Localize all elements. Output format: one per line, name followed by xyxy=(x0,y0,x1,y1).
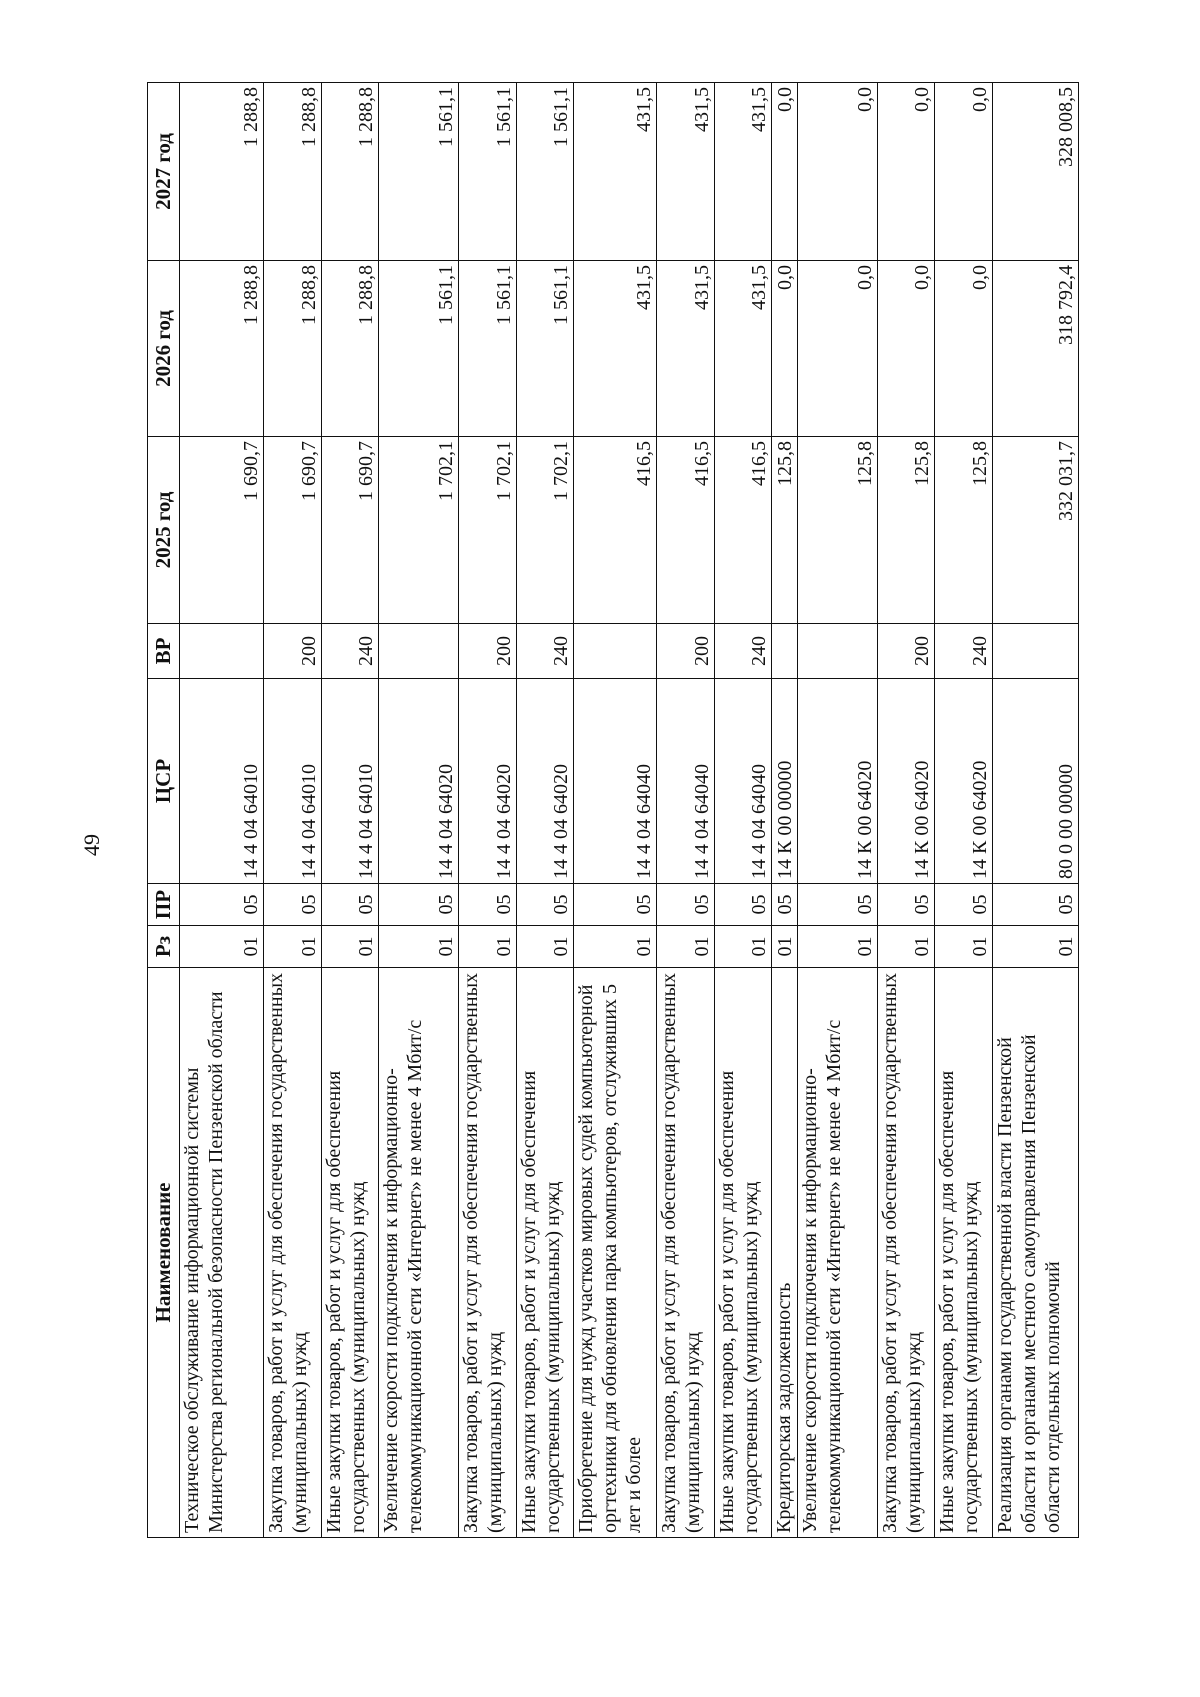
table-body xyxy=(180,83,1079,1538)
row-name-cell: Закупка товаров, работ и услуг для обеспечения государственных (муниципальных) нужд xyxy=(264,968,321,1538)
row-vr-cell xyxy=(180,624,264,679)
row-2025-cell: 1 702,1 xyxy=(459,437,516,624)
row-2026-cell: 1 288,8 xyxy=(264,261,321,437)
table-row xyxy=(877,83,934,1538)
page-number: 49 xyxy=(79,834,104,856)
row-pr-cell: 05 xyxy=(459,884,516,926)
row-2026-cell: 1 561,1 xyxy=(379,261,459,437)
row-2025-cell: 332 031,7 xyxy=(992,437,1078,624)
row-csr-cell: 14 К 00 64020 xyxy=(797,679,877,884)
row-name-cell: Закупка товаров, работ и услуг для обеспечения государственных (муниципальных) нужд xyxy=(657,968,714,1538)
table-row xyxy=(264,83,321,1538)
row-csr-cell: 14 К 00 00000 xyxy=(772,679,798,884)
row-pr-cell: 05 xyxy=(321,884,378,926)
row-2025-cell: 125,8 xyxy=(935,437,992,624)
row-csr-cell: 14 К 00 64020 xyxy=(935,679,992,884)
row-csr-cell: 80 0 00 00000 xyxy=(992,679,1078,884)
table-row xyxy=(459,83,516,1538)
row-rz-cell: 01 xyxy=(379,926,459,968)
row-2025-cell: 125,8 xyxy=(877,437,934,624)
row-pr-cell: 05 xyxy=(180,884,264,926)
row-csr-cell: 14 4 04 64010 xyxy=(180,679,264,884)
row-2027-cell: 1 561,1 xyxy=(516,83,573,261)
row-2026-cell: 318 792,4 xyxy=(992,261,1078,437)
row-name-cell: Увеличение скорости подключения к информационно-телекоммуникационной сети «Интернет» не менее 4 Мбит/с xyxy=(379,968,459,1538)
row-csr-cell: 14 4 04 64010 xyxy=(264,679,321,884)
row-2026-cell: 1 561,1 xyxy=(516,261,573,437)
row-2025-cell: 125,8 xyxy=(797,437,877,624)
row-vr-cell: 200 xyxy=(877,624,934,679)
row-pr-cell: 05 xyxy=(379,884,459,926)
row-csr-cell: 14 4 04 64040 xyxy=(714,679,771,884)
header-csr: ЦСР xyxy=(148,679,180,884)
row-csr-cell: 14 4 04 64010 xyxy=(321,679,378,884)
row-2026-cell: 0,0 xyxy=(797,261,877,437)
row-rz-cell: 01 xyxy=(574,926,657,968)
table-row xyxy=(797,83,877,1538)
header-pr: ПР xyxy=(148,884,180,926)
row-2027-cell: 431,5 xyxy=(574,83,657,261)
row-2026-cell: 431,5 xyxy=(574,261,657,437)
budget-table xyxy=(147,82,1079,1538)
table-row xyxy=(935,83,992,1538)
row-2025-cell: 1 702,1 xyxy=(516,437,573,624)
row-name-cell: Приобретение для нужд участков мировых судей компьютерной оргтехники для обновления парка компьютеров, отслуживших 5 лет и более xyxy=(574,968,657,1538)
row-2027-cell: 328 008,5 xyxy=(992,83,1078,261)
row-csr-cell: 14 4 04 64020 xyxy=(516,679,573,884)
row-name-cell: Иные закупки товаров, работ и услуг для обеспечения государственных (муниципальных) нужд xyxy=(714,968,771,1538)
row-name-cell: Иные закупки товаров, работ и услуг для обеспечения государственных (муниципальных) нужд xyxy=(516,968,573,1538)
row-2027-cell: 0,0 xyxy=(935,83,992,261)
row-pr-cell: 05 xyxy=(657,884,714,926)
row-rz-cell: 01 xyxy=(935,926,992,968)
row-2026-cell: 431,5 xyxy=(714,261,771,437)
row-name-cell: Техническое обслуживание информационной системы Министерства региональной безопасности Пензенской области xyxy=(180,968,264,1538)
row-name-cell: Увеличение скорости подключения к информационно-телекоммуникационной сети «Интернет» не менее 4 Мбит/с xyxy=(797,968,877,1538)
row-rz-cell: 01 xyxy=(657,926,714,968)
row-pr-cell: 05 xyxy=(714,884,771,926)
row-2027-cell: 1 288,8 xyxy=(180,83,264,261)
row-vr-cell: 200 xyxy=(459,624,516,679)
row-pr-cell: 05 xyxy=(877,884,934,926)
row-2025-cell: 1 690,7 xyxy=(321,437,378,624)
row-2027-cell: 0,0 xyxy=(877,83,934,261)
table-row xyxy=(574,83,657,1538)
row-rz-cell: 01 xyxy=(797,926,877,968)
row-rz-cell: 01 xyxy=(772,926,798,968)
row-pr-cell: 05 xyxy=(772,884,798,926)
row-2027-cell: 1 561,1 xyxy=(459,83,516,261)
row-name-cell: Иные закупки товаров, работ и услуг для обеспечения государственных (муниципальных) нужд xyxy=(935,968,992,1538)
row-vr-cell: 200 xyxy=(657,624,714,679)
row-rz-cell: 01 xyxy=(321,926,378,968)
row-pr-cell: 05 xyxy=(516,884,573,926)
row-rz-cell: 01 xyxy=(992,926,1078,968)
table-row xyxy=(714,83,771,1538)
row-rz-cell: 01 xyxy=(877,926,934,968)
row-2025-cell: 416,5 xyxy=(657,437,714,624)
row-2027-cell: 431,5 xyxy=(714,83,771,261)
row-2025-cell: 1 690,7 xyxy=(180,437,264,624)
row-2026-cell: 1 288,8 xyxy=(180,261,264,437)
row-2025-cell: 125,8 xyxy=(772,437,798,624)
row-2026-cell: 431,5 xyxy=(657,261,714,437)
row-2026-cell: 1 561,1 xyxy=(459,261,516,437)
row-2025-cell: 1 702,1 xyxy=(379,437,459,624)
row-vr-cell: 240 xyxy=(714,624,771,679)
row-2027-cell: 431,5 xyxy=(657,83,714,261)
row-2027-cell: 1 288,8 xyxy=(321,83,378,261)
row-name-cell: Кредиторская задолженность xyxy=(772,968,798,1538)
row-csr-cell: 14 4 04 64040 xyxy=(657,679,714,884)
row-vr-cell: 240 xyxy=(321,624,378,679)
row-2027-cell: 0,0 xyxy=(797,83,877,261)
row-pr-cell: 05 xyxy=(935,884,992,926)
row-pr-cell: 05 xyxy=(797,884,877,926)
row-name-cell: Закупка товаров, работ и услуг для обеспечения государственных (муниципальных) нужд xyxy=(459,968,516,1538)
row-2027-cell: 0,0 xyxy=(772,83,798,261)
row-pr-cell: 05 xyxy=(264,884,321,926)
row-csr-cell: 14 4 04 64040 xyxy=(574,679,657,884)
table-row xyxy=(180,83,264,1538)
row-2026-cell: 0,0 xyxy=(772,261,798,437)
row-vr-cell: 240 xyxy=(935,624,992,679)
row-vr-cell xyxy=(379,624,459,679)
row-vr-cell: 200 xyxy=(264,624,321,679)
table-row xyxy=(992,83,1078,1538)
row-rz-cell: 01 xyxy=(714,926,771,968)
row-vr-cell xyxy=(574,624,657,679)
row-csr-cell: 14 К 00 64020 xyxy=(877,679,934,884)
table-row xyxy=(657,83,714,1538)
row-name-cell: Иные закупки товаров, работ и услуг для обеспечения государственных (муниципальных) нужд xyxy=(321,968,378,1538)
rotated-table-wrapper xyxy=(147,83,1079,1538)
header-name: Наименование xyxy=(148,968,180,1538)
row-rz-cell: 01 xyxy=(264,926,321,968)
header-2026: 2026 год xyxy=(148,261,180,437)
table-row xyxy=(772,83,798,1538)
row-vr-cell xyxy=(772,624,798,679)
row-2027-cell: 1 561,1 xyxy=(379,83,459,261)
table-row xyxy=(379,83,459,1538)
row-csr-cell: 14 4 04 64020 xyxy=(459,679,516,884)
row-vr-cell xyxy=(797,624,877,679)
row-2026-cell: 0,0 xyxy=(935,261,992,437)
table-header-row xyxy=(148,83,180,1538)
row-pr-cell: 05 xyxy=(574,884,657,926)
header-2025: 2025 год xyxy=(148,437,180,624)
row-2025-cell: 416,5 xyxy=(574,437,657,624)
row-2026-cell: 0,0 xyxy=(877,261,934,437)
row-vr-cell xyxy=(992,624,1078,679)
row-rz-cell: 01 xyxy=(180,926,264,968)
row-csr-cell: 14 4 04 64020 xyxy=(379,679,459,884)
row-2025-cell: 416,5 xyxy=(714,437,771,624)
row-2026-cell: 1 288,8 xyxy=(321,261,378,437)
row-name-cell: Закупка товаров, работ и услуг для обеспечения государственных (муниципальных) нужд xyxy=(877,968,934,1538)
table-row xyxy=(321,83,378,1538)
row-2025-cell: 1 690,7 xyxy=(264,437,321,624)
row-vr-cell: 240 xyxy=(516,624,573,679)
row-rz-cell: 01 xyxy=(516,926,573,968)
row-pr-cell: 05 xyxy=(992,884,1078,926)
row-2027-cell: 1 288,8 xyxy=(264,83,321,261)
row-rz-cell: 01 xyxy=(459,926,516,968)
row-name-cell: Реализация органами государственной власти Пензенской области и органами местного самоуправления Пензенской области отдельных полномочий xyxy=(992,968,1078,1538)
header-2027: 2027 год xyxy=(148,83,180,261)
table-row xyxy=(516,83,573,1538)
header-rz: Рз xyxy=(148,926,180,968)
header-vr: ВР xyxy=(148,624,180,679)
